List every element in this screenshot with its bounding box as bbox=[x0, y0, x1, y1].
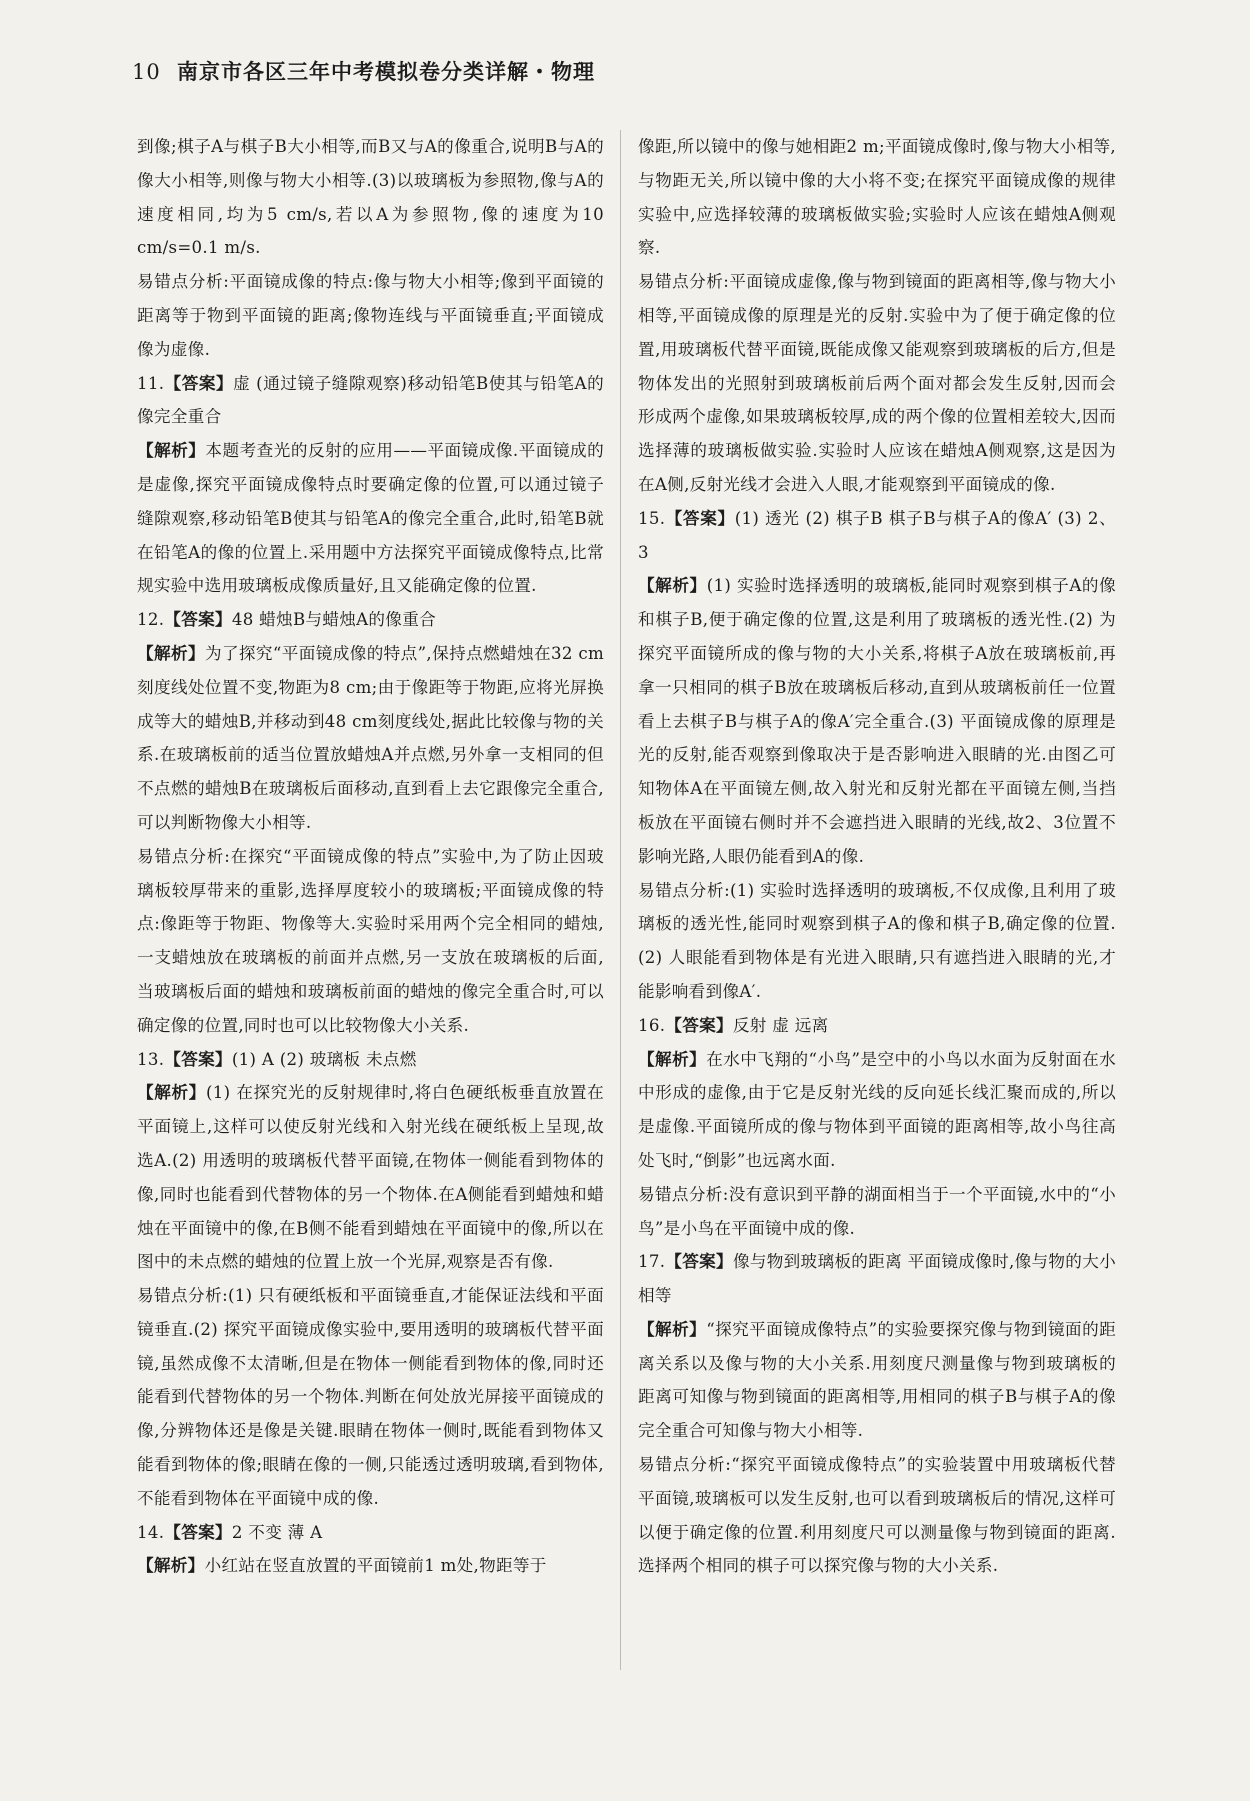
paragraph-text: 虚 (通过镜子缝隙观察)移动铅笔B使其与铅笔A的像完全重合 bbox=[137, 373, 604, 427]
column-divider bbox=[620, 130, 621, 1670]
paragraph-text: 小红站在竖直放置的平面镜前1 m处,物距等于 bbox=[204, 1556, 547, 1576]
paragraph bbox=[638, 1448, 1116, 1583]
paragraph-text: 易错点分析:在探究“平面镜成像的特点”实验中,为了防止因玻璃板较厚带来的重影,选择厚度较小的玻璃板;平面镜成像的特点:像距等于物距、物像等大.实验时采用两个完全相同的蜡烛,一支蜡烛放在玻璃板的前面并点燃,另一支放在玻璃板的后面,当玻璃板后面的蜡烛和玻璃板前面的蜡烛的像完全重合时,可以确定像的位置,同时也可以比较物像大小关系. bbox=[137, 846, 604, 1035]
paragraph bbox=[638, 1043, 1116, 1178]
paragraph bbox=[638, 1178, 1116, 1246]
paragraph bbox=[638, 1009, 1116, 1043]
paragraph bbox=[137, 130, 604, 265]
paragraph-text: (1) 实验时选择透明的玻璃板,能同时观察到棋子A的像和棋子B,便于确定像的位置,这是利用了玻璃板的透光性.(2) 为探究平面镜所成的像与物的大小关系,将棋子A放在玻璃板前,再拿一只相同的棋子B放在玻璃板后移动,直到从玻璃板前任一位置看上去棋子B与棋子A的像A′完全重合.(3) 平面镜成像的原理是光的反射,能否观察到像取决于是否影响进入眼睛的光.由图乙可知物体A在平面镜左侧,故入射光和反射光都在平面镜左侧,当挡板放在平面镜右侧时并不会遮挡进入眼睛的光线,故2、3位置不影响光路,人眼仍能看到A的像. bbox=[638, 576, 1116, 866]
section-tag: 【答案】 bbox=[164, 372, 234, 393]
question-number: 17. bbox=[638, 1252, 666, 1272]
paragraph bbox=[137, 434, 604, 603]
paragraph bbox=[137, 1279, 604, 1516]
section-tag: 【解析】 bbox=[137, 642, 205, 663]
question-number: 14. bbox=[137, 1522, 165, 1542]
paragraph bbox=[638, 502, 1116, 570]
paragraph-text: 反射 虚 远离 bbox=[732, 1015, 829, 1035]
paragraph-text: (1) A (2) 玻璃板 未点燃 bbox=[231, 1049, 417, 1069]
paragraph bbox=[137, 265, 604, 366]
section-tag: 【答案】 bbox=[665, 507, 735, 528]
paragraph-text: 易错点分析:平面镜成像的特点:像与物大小相等;像到平面镜的距离等于物到平面镜的距离;像物连线与平面镜垂直;平面镜成像为虚像. bbox=[137, 272, 604, 359]
paragraph bbox=[638, 265, 1116, 502]
paragraph bbox=[137, 1549, 604, 1583]
paragraph bbox=[137, 1076, 604, 1279]
question-number: 13. bbox=[137, 1049, 165, 1069]
paragraph bbox=[638, 1313, 1116, 1448]
paragraph bbox=[638, 130, 1116, 265]
question-number: 11. bbox=[137, 373, 165, 393]
paragraph-text: (1) 透光 (2) 棋子B 棋子B与棋子A的像A′ (3) 2、3 bbox=[638, 508, 1117, 562]
paragraph-text: 为了探究“平面镜成像的特点”,保持点燃蜡烛在32 cm刻度线处位置不变,物距为8 cm;由于像距等于物距,应将光屏换成等大的蜡烛B,并移动到48 cm刻度线处,据此比较像与物的关系.在玻璃板前的适当位置放蜡烛A并点燃,另外拿一支相同的但不点燃的蜡烛B在玻璃板后面移动,直到看上去它跟像完全重合,可以判断物像大小相等. bbox=[137, 643, 605, 832]
paragraph-text: 易错点分析:平面镜成虚像,像与物到镜面的距离相等,像与物大小相等,平面镜成像的原理是光的反射.实验中为了便于确定像的位置,用玻璃板代替平面镜,既能成像又能观察到玻璃板的后方,但是物体发出的光照射到玻璃板前后两个面对都会发生反射,因而会形成两个虚像,如果玻璃板较厚,成的两个像的位置相差较大,因而选择薄的玻璃板做实验.实验时人应该在蜡烛A侧观察,这是因为在A侧,反射光线才会进入人眼,才能观察到平面镜成的像. bbox=[638, 272, 1116, 494]
paragraph-text: 48 蜡烛B与蜡烛A的像重合 bbox=[231, 610, 436, 630]
section-tag: 【答案】 bbox=[164, 1521, 232, 1542]
section-tag: 【解析】 bbox=[137, 1555, 205, 1576]
paragraph-text: 本题考查光的反射的应用——平面镜成像.平面镜成的是虚像,探究平面镜成像特点时要确定像的位置,可以通过镜子缝隙观察,移动铅笔B使其与铅笔A的像完全重合,此时,铅笔B就在铅笔A的像的位置上.采用题中方法探究平面镜成像特点,比常规实验中选用玻璃板成像质量好,且又能确定像的位置. bbox=[137, 441, 604, 596]
question-number: 16. bbox=[638, 1015, 666, 1035]
paragraph-text: 像与物到玻璃板的距离 平面镜成像时,像与物的大小相等 bbox=[638, 1252, 1117, 1306]
paragraph bbox=[137, 840, 604, 1043]
paragraph bbox=[137, 603, 604, 637]
paragraph-text: 易错点分析:没有意识到平静的湖面相当于一个平面镜,水中的“小鸟”是小鸟在平面镜中成的像. bbox=[638, 1184, 1116, 1238]
section-tag: 【解析】 bbox=[638, 575, 707, 596]
book-title: 南京市各区三年中考模拟卷分类详解・物理 bbox=[177, 59, 596, 84]
paragraph bbox=[137, 1043, 604, 1077]
paragraph-text: 易错点分析:(1) 只有硬纸板和平面镜垂直,才能保证法线和平面镜垂直.(2) 探究平面镜成像实验中,要用透明的玻璃板代替平面镜,虽然成像不太清晰,但是在物体一侧能看到物体的像,同时还能看到代替物体的另一个物体.判断在何处放光屏接平面镜成的像,分辨物体还是像是关键.眼睛在物体一侧时,既能看到物体又能看到物体的像;眼睛在像的一侧,只能透过透明玻璃,看到物体,不能看到物体在平面镜中成的像. bbox=[137, 1286, 604, 1508]
left-column bbox=[137, 130, 604, 1583]
question-number: 15. bbox=[638, 508, 666, 528]
page-number: 10 bbox=[132, 60, 161, 84]
paragraph-text: (1) 在探究光的反射规律时,将白色硬纸板垂直放置在平面镜上,这样可以使反射光线和入射光线在硬纸板上呈现,故选A.(2) 用透明的玻璃板代替平面镜,在物体一侧能看到物体的像,同时也能看到代替物体的另一个物体.在A侧能看到蜡烛和蜡烛在平面镜中的像,在B侧不能看到蜡烛在平面镜中的像,所以在图中的未点燃的蜡烛的位置上放一个光屏,观察是否有像. bbox=[137, 1083, 605, 1272]
section-tag: 【答案】 bbox=[164, 609, 232, 630]
section-tag: 【解析】 bbox=[137, 440, 206, 461]
section-tag: 【解析】 bbox=[638, 1318, 707, 1339]
section-tag: 【答案】 bbox=[665, 1251, 733, 1272]
section-tag: 【解析】 bbox=[137, 1082, 206, 1103]
section-tag: 【解析】 bbox=[638, 1048, 707, 1069]
paragraph bbox=[638, 1245, 1116, 1313]
paragraph bbox=[137, 367, 604, 435]
paragraph-text: “探究平面镜成像特点”的实验要探究像与物到镜面的距离关系以及像与物的大小关系.用刻度尺测量像与物到玻璃板的距离可知像与物到镜面的距离相等,用相同的棋子B与棋子A的像完全重合可知像与物大小相等. bbox=[638, 1319, 1117, 1441]
paragraph-text: 在水中飞翔的“小鸟”是空中的小鸟以水面为反射面在水中形成的虚像,由于它是反射光线的反向延长线汇聚而成的,所以是虚像.平面镜所成的像与物体到平面镜的距离相等,故小鸟往高处飞时,“倒影”也远离水面. bbox=[638, 1049, 1117, 1170]
paragraph-text: 到像;棋子A与棋子B大小相等,而B又与A的像重合,说明B与A的像大小相等,则像与物大小相等.(3)以玻璃板为参照物,像与A的速度相同,均为5 cm/s,若以A为参照物,像的速度为10 cm/s=0.1 m/s. bbox=[137, 137, 604, 258]
paragraph-text: 像距,所以镜中的像与她相距2 m;平面镜成像时,像与物大小相等,与物距无关,所以镜中像的大小将不变;在探究平面镜成像的规律实验中,应选择较薄的玻璃板做实验;实验时人应该在蜡烛A侧观察. bbox=[638, 137, 1116, 258]
paragraph bbox=[638, 874, 1116, 1009]
paragraph-text: 易错点分析:(1) 实验时选择透明的玻璃板,不仅成像,且利用了玻璃板的透光性,能同时观察到棋子A的像和棋子B,确定像的位置.(2) 人眼能看到物体是有光进入眼睛,只有遮挡进入眼睛的光,才能影响看到像A′. bbox=[638, 880, 1116, 1001]
paragraph-text: 易错点分析:“探究平面镜成像特点”的实验装置中用玻璃板代替平面镜,玻璃板可以发生反射,也可以看到玻璃板后的情况,这样可以便于确定像的位置.利用刻度尺可以测量像与物到镜面的距离.选择两个相同的棋子可以探究像与物的大小关系. bbox=[638, 1455, 1116, 1576]
question-number: 12. bbox=[137, 610, 165, 630]
paragraph-text: 2 不变 薄 A bbox=[231, 1522, 323, 1542]
paragraph bbox=[137, 1516, 604, 1550]
section-tag: 【答案】 bbox=[665, 1014, 733, 1035]
paragraph bbox=[638, 569, 1116, 873]
page-header bbox=[132, 56, 595, 86]
paragraph bbox=[137, 637, 604, 840]
section-tag: 【答案】 bbox=[164, 1048, 232, 1069]
right-column bbox=[638, 130, 1116, 1583]
